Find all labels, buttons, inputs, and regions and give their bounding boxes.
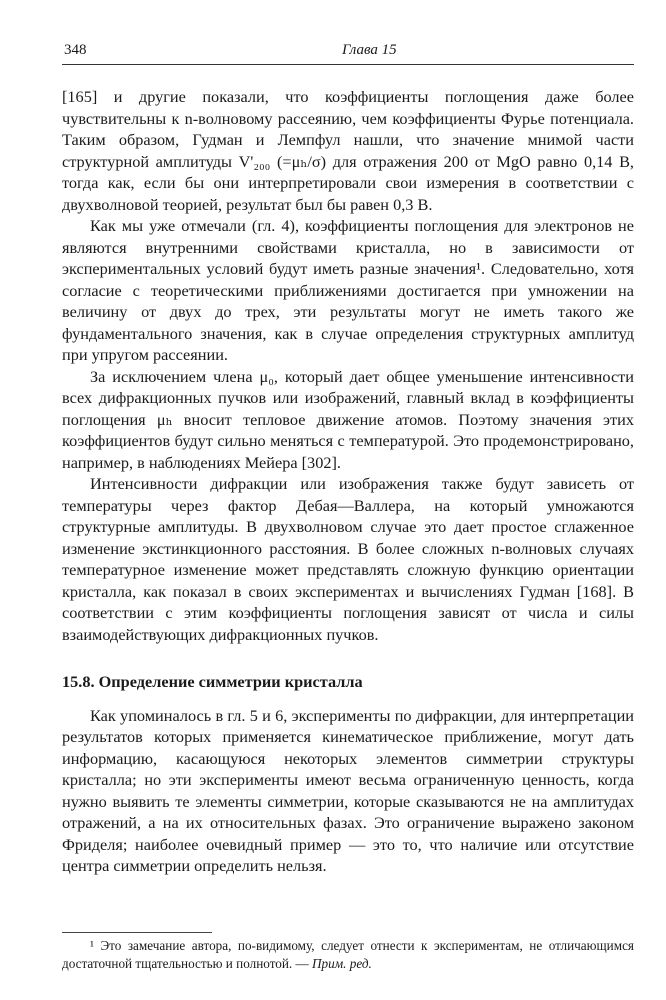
footnote-editor-note: Прим. ред.: [312, 956, 372, 971]
footnote: [62, 937, 634, 973]
paragraph-absorption-coefficients: Как мы уже отмечали (гл. 4), коэффициенты поглощения для электронов не являются внутренними свойствами кристалла, но в зависимости от экспериментальных условий будут иметь разные значения¹. Следовательно, хотя согласие с теоретическими приближениями достигается при умножении на величину от двух до трех, эти результаты могут не иметь такого же фундаментального значения, как в случае определения структурных амплитуд при упругом рассеянии.: [62, 216, 634, 364]
footnote-area: [62, 932, 634, 973]
running-head: [62, 40, 634, 62]
paragraph-thermal-motion: За исключением члена μ₀, который дает общее уменьшение интенсивности всех дифракционных пучков или изображений, главный вклад в коэффициенты поглощения μₕ вносит тепловое движение атомов. Поэтому значения этих коэффициентов будут сильно меняться с температурой. Это продемонстрировано, например, в наблюдениях Мейера [302].: [62, 366, 634, 472]
book-page: [62, 40, 634, 971]
chapter-title: Глава 15: [342, 42, 397, 58]
paragraph-debye-waller: Интенсивности дифракции или изображения также будут зависеть от температуры через фактор Дебая—Валлера, на который умножаются структурные амплитуды. В двухволновом случае это дает простое сглаженное изменение экстинкционного расстояния. В более сложных n-волновых случаях температурное изменение может представлять сложную функцию ориентации кристалла, как показал в своих экспериментах и вычислениях Гудман [168]. В соответствии с этим коэффициенты поглощения зависят от числа и силы взаимодействующих дифракционных пучков.: [62, 474, 634, 644]
paragraph-continuation: [165] и другие показали, что коэффициенты поглощения даже более чувствительны к n-волновому рассеянию, чем коэффициенты Фурье потенциала. Таким образом, Гудман и Лемпфул нашли, что значение мнимой части структурной амплитуды V'₂₀₀ (=μₕ/σ) для отражения 200 от MgO равно 0,14 В, тогда как, если бы они интерпретировали свои измерения в соответствии с двухволновой теорией, результат был бы равен 0,3 В.: [62, 87, 634, 214]
page-body: [62, 86, 634, 877]
header-rule: [62, 64, 634, 65]
footnote-rule: [62, 932, 212, 933]
footnote-text: ¹ Это замечание автора, по-видимому, следует отнести к экспериментам, не отличающимся достаточной тщательностью и полнотой. —: [62, 938, 634, 971]
page-number: 348: [64, 42, 87, 58]
paragraph-symmetry: Как упоминалось в гл. 5 и 6, эксперименты по дифракции, для интерпретации результатов которых применяется кинематическое приближение, могут дать информацию, касающуюся некоторых элементов симметрии структуры кристалла; но эти эксперименты имеют весьма ограниченную ценность, когда нужно выявить те элементы симметрии, которые сказываются не на амплитудах отражений, а на их относительных фазах. Это ограничение выражено законом Фриделя; наиболее очевидный пример — это то, что наличие или отсутствие центра симметрии определить нельзя.: [62, 705, 634, 875]
section-heading: 15.8. Определение симметрии кристалла: [62, 672, 363, 691]
